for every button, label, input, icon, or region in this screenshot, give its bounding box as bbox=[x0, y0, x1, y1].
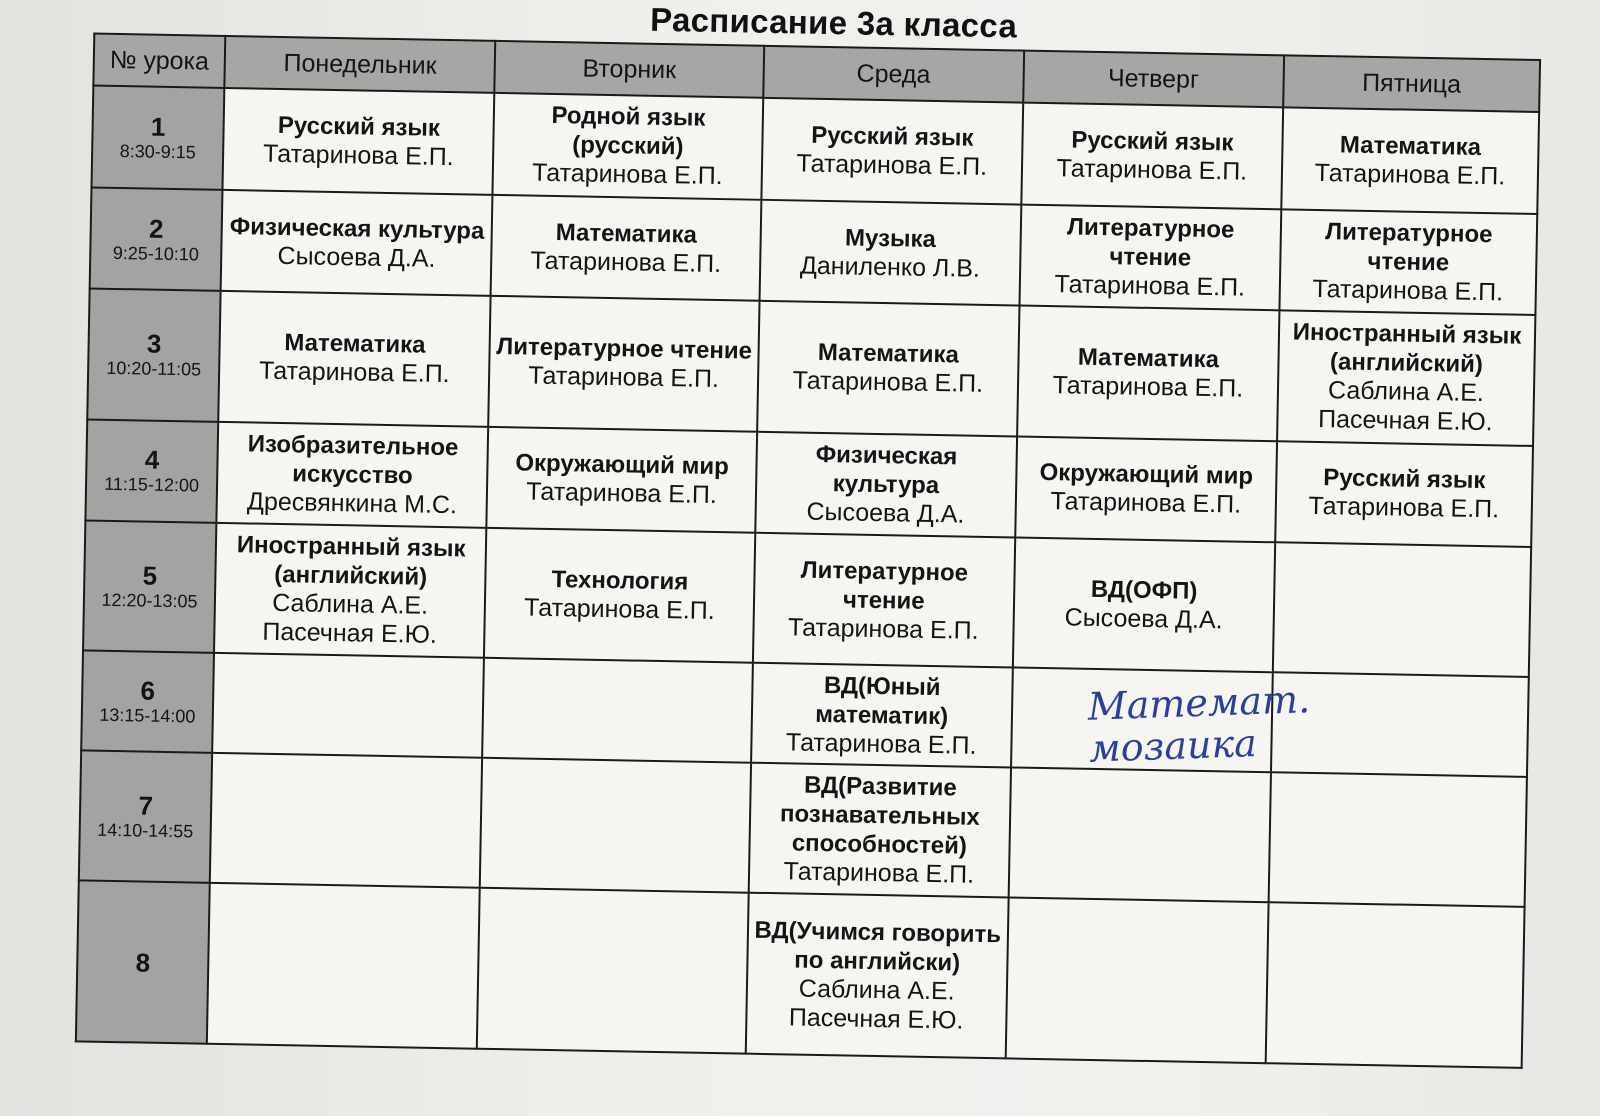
teacher-name: Пасечная Е.Ю. bbox=[262, 618, 438, 650]
teacher-name: Татаринова Е.П. bbox=[785, 728, 977, 760]
header-friday: Пятница bbox=[1283, 55, 1540, 112]
lesson-number: 5 bbox=[142, 560, 158, 592]
lesson-cell bbox=[484, 528, 755, 663]
lesson-time: 13:15-14:00 bbox=[99, 704, 196, 727]
teacher-name: Татаринова Е.П. bbox=[792, 366, 984, 399]
empty-lesson-cell bbox=[207, 883, 480, 1049]
lesson-cell bbox=[489, 296, 760, 431]
teacher-name: Сысоева Д.А. bbox=[1064, 603, 1223, 635]
lesson-cell bbox=[759, 199, 1021, 305]
lesson-time: 14:10-14:55 bbox=[97, 819, 194, 842]
lesson-cell bbox=[491, 195, 761, 302]
teacher-name: Дресвянкина М.С. bbox=[246, 487, 458, 520]
header-wednesday: Среда bbox=[763, 46, 1024, 103]
teacher-name: Татаринова Е.П. bbox=[1314, 158, 1506, 191]
teacher-name: Саблина А.Е. bbox=[271, 589, 429, 621]
lesson-cell bbox=[761, 98, 1023, 204]
empty-lesson-cell bbox=[1266, 902, 1525, 1067]
empty-lesson-cell bbox=[210, 753, 483, 888]
subject-name: ВД(Развитие познавательных способностей) bbox=[779, 771, 981, 860]
empty-lesson-cell bbox=[483, 658, 753, 763]
lesson-time: 10:20-11:05 bbox=[106, 358, 202, 381]
teacher-name: Татаринова Е.П. bbox=[787, 613, 979, 645]
lesson-cell bbox=[1281, 107, 1539, 213]
teacher-name: Татаринова Е.П. bbox=[258, 357, 450, 389]
subject-name: Математика bbox=[284, 329, 426, 360]
lesson-time: 11:15-12:00 bbox=[104, 474, 200, 496]
subject-name: Литературное чтение bbox=[1324, 218, 1493, 277]
lesson-time: 12:20-13:05 bbox=[101, 590, 198, 612]
teacher-name: Саблина А.Е. bbox=[1327, 376, 1485, 408]
subject-name: Окружающий мир bbox=[1039, 459, 1254, 491]
empty-lesson-cell bbox=[1008, 768, 1270, 903]
empty-lesson-cell bbox=[1273, 543, 1531, 678]
subject-name: Технология bbox=[551, 566, 689, 596]
lesson-number: 8 bbox=[135, 947, 151, 978]
subject-name: Физическая культура bbox=[815, 440, 958, 499]
teacher-name: Сысоева Д.А. bbox=[277, 241, 436, 273]
lesson-cell bbox=[745, 893, 1008, 1059]
subject-name: Иностранный язык (английский) bbox=[1292, 319, 1522, 379]
lesson-cell bbox=[493, 93, 763, 200]
lesson-cell bbox=[757, 301, 1019, 436]
lesson-cell bbox=[223, 88, 495, 195]
subject-name: ВД(ОФП) bbox=[1090, 576, 1198, 606]
schedule-sheet bbox=[74, 0, 1574, 1107]
subject-name: Русский язык bbox=[1323, 464, 1486, 495]
lesson-cell bbox=[753, 533, 1015, 668]
handwritten-note bbox=[1087, 677, 1350, 786]
teacher-name: Татаринова Е.П. bbox=[523, 593, 715, 626]
lesson-number: 7 bbox=[138, 790, 154, 821]
handwritten-note-line-1: Математ. bbox=[1087, 677, 1311, 729]
lesson-time: 8:30-9:15 bbox=[119, 140, 196, 163]
header-monday: Понедельник bbox=[224, 36, 495, 93]
teacher-name: Сысоева Д.А. bbox=[806, 497, 965, 529]
lesson-cell bbox=[216, 421, 488, 528]
subject-name: Родной язык (русский) bbox=[551, 102, 706, 161]
teacher-name: Татаринова Е.П. bbox=[530, 246, 722, 278]
lesson-number-cell bbox=[79, 750, 212, 883]
lesson-number: 4 bbox=[144, 444, 160, 476]
teacher-name: Татаринова Е.П. bbox=[1050, 487, 1242, 520]
lesson-cell bbox=[487, 426, 757, 533]
subject-name: Математика bbox=[817, 339, 960, 369]
teacher-name: Татаринова Е.П. bbox=[1308, 492, 1500, 524]
lesson-cell bbox=[1019, 204, 1281, 310]
lesson-cell bbox=[751, 663, 1013, 767]
lesson-number: 2 bbox=[148, 213, 164, 244]
header-tuesday: Вторник bbox=[495, 41, 764, 98]
teacher-name: Татаринова Е.П. bbox=[1054, 270, 1246, 302]
lesson-number: 6 bbox=[140, 675, 156, 706]
subject-name: Физическая культура bbox=[229, 212, 485, 245]
subject-name: Изобразительное искусство bbox=[247, 430, 459, 490]
subject-name: Литературное чтение bbox=[800, 556, 969, 615]
lesson-cell bbox=[1021, 103, 1283, 209]
subject-name: Литературное чтение bbox=[1066, 213, 1235, 272]
lesson-time: 9:25-10:10 bbox=[112, 242, 200, 265]
lesson-number-cell bbox=[81, 651, 214, 753]
subject-name: Иностранный язык (английский) bbox=[236, 531, 466, 592]
lesson-number-cell bbox=[87, 289, 220, 422]
teacher-name: Татаринова Е.П. bbox=[262, 139, 454, 171]
lesson-number-cell bbox=[85, 419, 218, 523]
empty-lesson-cell bbox=[477, 888, 748, 1054]
lesson-cell bbox=[1275, 441, 1533, 547]
lesson-number-cell bbox=[83, 521, 216, 654]
lesson-cell bbox=[1279, 209, 1537, 315]
lesson-number-cell bbox=[76, 881, 210, 1044]
lesson-cell bbox=[755, 431, 1017, 537]
lesson-cell bbox=[1015, 436, 1277, 542]
teacher-name: Татаринова Е.П. bbox=[526, 477, 718, 510]
lesson-row bbox=[76, 881, 1525, 1068]
lesson-cell bbox=[1013, 538, 1275, 673]
empty-lesson-cell bbox=[1006, 898, 1269, 1064]
subject-name: Математика bbox=[1077, 344, 1220, 374]
subject-name: ВД(Учимся говорить по английски) bbox=[754, 916, 1002, 977]
lesson-number-cell bbox=[90, 187, 223, 291]
empty-lesson-cell bbox=[212, 653, 484, 758]
empty-lesson-cell bbox=[480, 758, 751, 893]
teacher-name: Пасечная Е.Ю. bbox=[1317, 405, 1493, 437]
teacher-name: Татаринова Е.П. bbox=[528, 362, 720, 394]
lesson-cell bbox=[1017, 306, 1279, 441]
schedule-table bbox=[75, 33, 1541, 1069]
teacher-name: Даниленко Л.В. bbox=[799, 251, 981, 283]
lesson-cell bbox=[1277, 311, 1535, 446]
teacher-name: Татаринова Е.П. bbox=[783, 857, 975, 889]
subject-name: ВД(Юный математик) bbox=[815, 671, 949, 731]
subject-name: Русский язык bbox=[1071, 126, 1234, 157]
lesson-number: 3 bbox=[146, 329, 162, 360]
schedule-body bbox=[76, 86, 1539, 1068]
subject-name: Математика bbox=[1339, 131, 1482, 161]
subject-name: Окружающий мир bbox=[515, 449, 730, 481]
subject-name: Математика bbox=[555, 218, 698, 249]
teacher-name: Татаринова Е.П. bbox=[796, 149, 988, 181]
teacher-name: Татаринова Е.П. bbox=[1312, 274, 1504, 307]
empty-lesson-cell bbox=[1269, 772, 1527, 907]
teacher-name: Татаринова Е.П. bbox=[531, 158, 723, 191]
teacher-name: Татаринова Е.П. bbox=[1052, 371, 1244, 404]
lesson-cell bbox=[748, 763, 1010, 898]
handwritten-note-line-2: мозаика bbox=[1088, 720, 1258, 771]
header-thursday: Четверг bbox=[1023, 51, 1284, 108]
lesson-number-cell bbox=[92, 86, 225, 190]
teacher-name: Пасечная Е.Ю. bbox=[788, 1003, 964, 1035]
lesson-cell bbox=[218, 291, 491, 426]
lesson-number: 1 bbox=[150, 111, 166, 142]
subject-name: Музыка bbox=[844, 223, 937, 253]
lesson-cell bbox=[214, 523, 487, 658]
subject-name: Русский язык bbox=[277, 111, 441, 142]
teacher-name: Саблина А.Е. bbox=[798, 974, 955, 1006]
subject-name: Русский язык bbox=[811, 121, 974, 152]
teacher-name: Татаринова Е.П. bbox=[1056, 154, 1248, 186]
header-lesson-number: № урока bbox=[93, 34, 225, 88]
lesson-cell bbox=[221, 190, 493, 297]
subject-name: Литературное чтение bbox=[496, 333, 753, 366]
page-title: Расписание 3а класса bbox=[649, 0, 1018, 45]
